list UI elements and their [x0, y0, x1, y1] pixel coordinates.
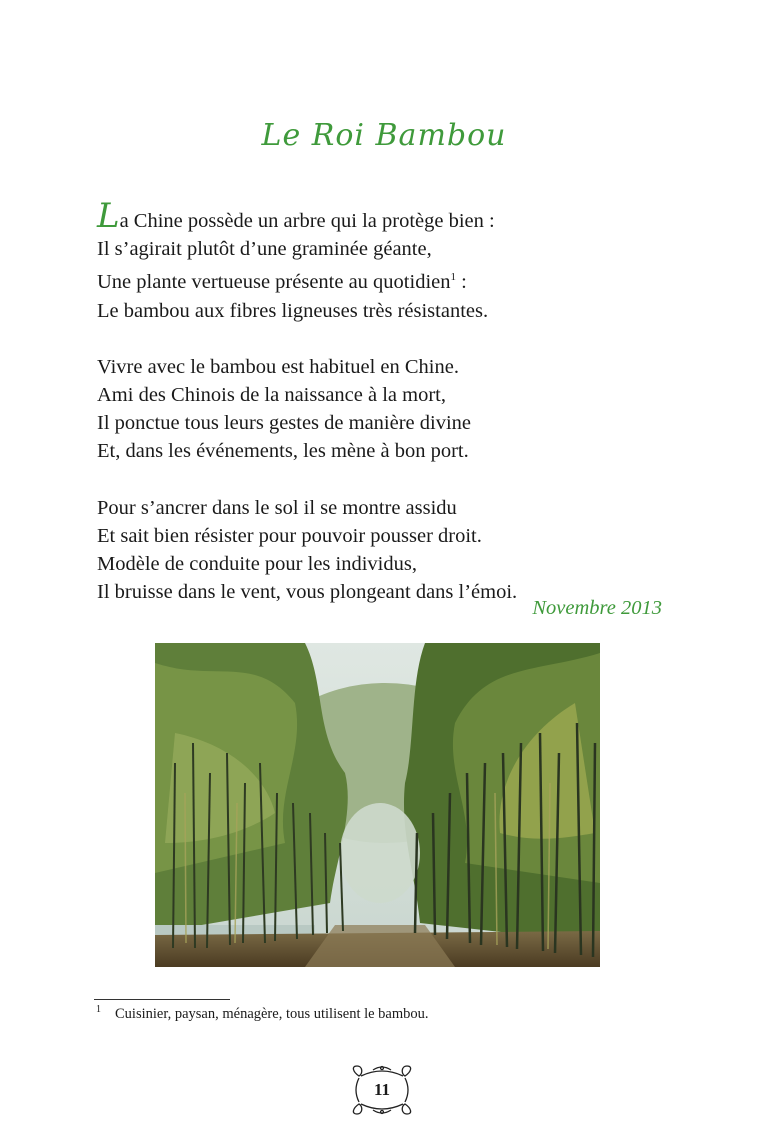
stanza-3 — [97, 494, 677, 607]
poem-line-text: Une plante vertueuse présente au quotidien — [97, 271, 451, 294]
poem-line: Modèle de conduite pour les individus, — [97, 553, 417, 576]
poem-line: Il s’agirait plutôt d’une graminée géante, — [97, 238, 432, 261]
footnote-text: Cuisinier, paysan, ménagère, tous utilisent le bambou. — [115, 1006, 429, 1022]
poem-line: Vivre avec le bambou est habituel en Chine. — [97, 355, 459, 378]
poem-line: Et, dans les événements, les mène à bon port. — [97, 440, 469, 463]
page-number: 11 — [373, 1080, 391, 1099]
drop-cap: L — [97, 196, 120, 236]
poem-line: Il ponctue tous leurs gestes de manière divine — [97, 412, 472, 435]
stanza-1 — [97, 196, 677, 325]
poem-line — [97, 263, 677, 296]
poem-line — [97, 196, 677, 236]
footnote-reference: 1 — [450, 271, 456, 284]
stanza-2 — [97, 353, 677, 466]
poem-date: Novembre 2013 — [532, 597, 662, 619]
poem-title: Le Roi Bambou — [261, 118, 507, 153]
poem-line: Ami des Chinois de la naissance à la mort, — [97, 384, 446, 407]
poem-line-text: : — [456, 271, 467, 294]
poem-line: Il bruisse dans le vent, vous plongeant dans l’émoi. — [97, 581, 518, 604]
poem-line-text: a Chine possède un arbre qui la protège bien : — [119, 210, 495, 232]
bamboo-grove-image — [155, 643, 600, 967]
poem-line: Pour s’ancrer dans le sol il se montre assidu — [97, 496, 457, 519]
bamboo-photo — [155, 643, 600, 967]
poem-body — [97, 196, 677, 634]
poem-line: Le bambou aux fibres ligneuses très résistantes. — [97, 299, 489, 322]
poem-line: Et sait bien résister pour pouvoir pousser droit. — [97, 524, 482, 547]
footnote-number: 1 — [96, 1004, 101, 1015]
footnote-divider — [94, 999, 230, 1000]
page-number-ornament — [349, 1064, 415, 1116]
footnote — [96, 1004, 429, 1023]
